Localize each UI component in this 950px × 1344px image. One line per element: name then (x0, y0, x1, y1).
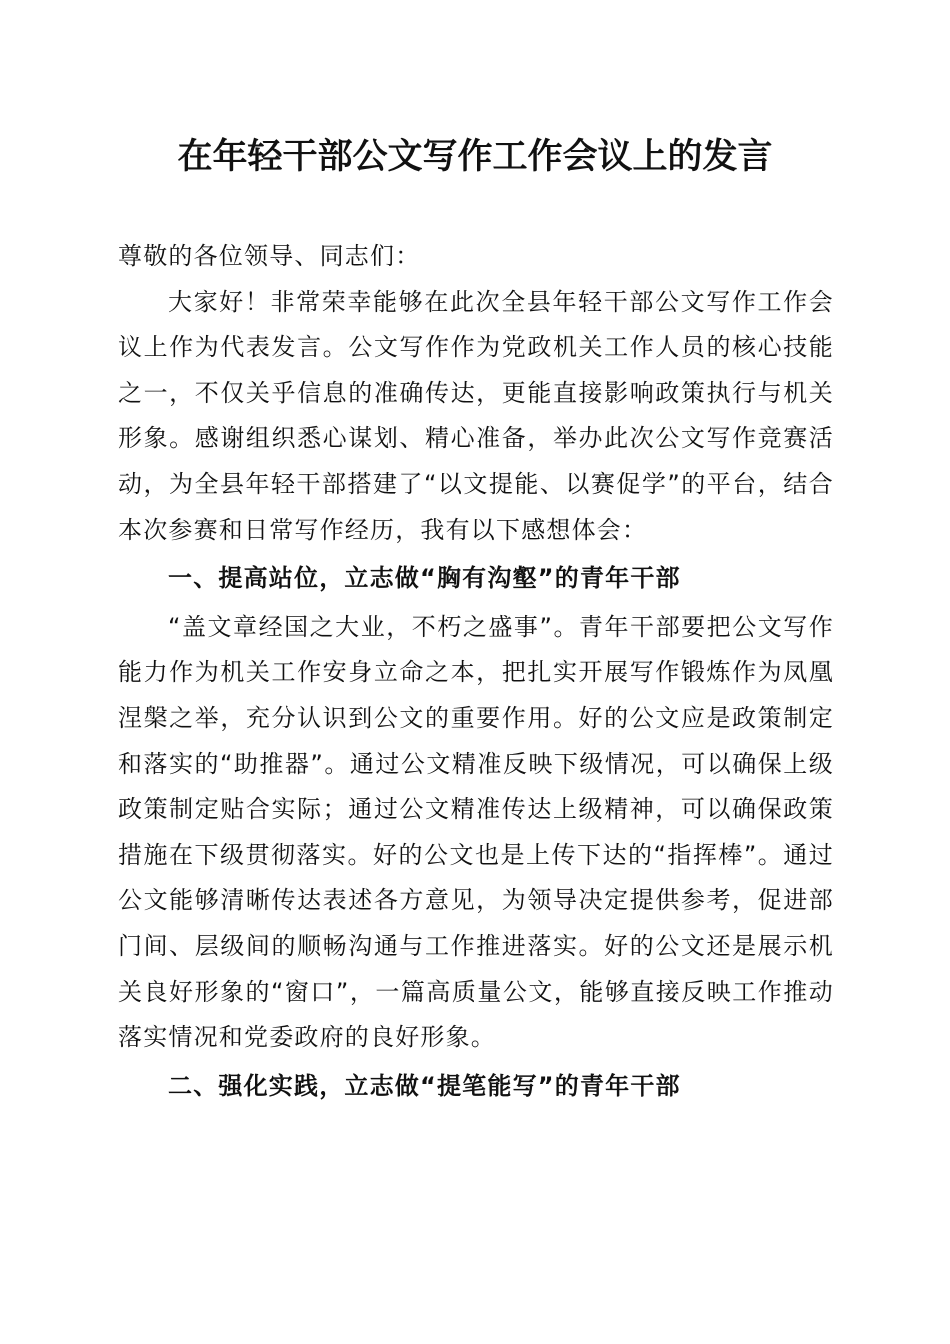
salutation: 尊敬的各位领导、同志们： (118, 242, 421, 270)
section-2-heading: 二、强化实践，立志做“提笔能写”的青年干部 (168, 1071, 681, 1100)
section-1-paragraph: “盖文章经国之大业，不朽之盛事”。青年干部要把公文写作能力作为机关工作安身立命之本，把扎实开展写作锻炼作为凤凰涅槃之举，充分认识到公文的重要作用。好的公文应是政策制定和落实的“助推器”。通过公文精准反映下级情况，可以确保上级政策制定贴合实际；通过公文精准传达上级精神，可以确保政策措施在下级贯彻落实。好的公文也是上传下达的“指挥棒”。通过公文能够清晰传达表述各方意见，为领导决定提供参考，促进部门间、层级间的顺畅沟通与工作推进落实。好的公文还是展示机关良好形象的“窗口”，一篇高质量公文，能够直接反映工作推动落实情况和党委政府的良好形象。 (118, 612, 834, 1052)
document-body (118, 234, 834, 1112)
section-1-heading: 一、提高站位，立志做“胸有沟壑”的青年干部 (168, 564, 681, 593)
document-title: 在年轻干部公文写作工作会议上的发言 (177, 136, 773, 177)
intro-paragraph: 大家好！非常荣幸能够在此次全县年轻干部公文写作工作会议上作为代表发言。公文写作作为党政机关工作人员的核心技能之一，不仅关乎信息的准确传达，更能直接影响政策执行与机关形象。感谢组织悉心谋划、精心准备，举办此次公文写作竞赛活动，为全县年轻干部搭建了“以文提能、以赛促学”的平台，结合本次参赛和日常写作经历，我有以下感想体会： (118, 287, 834, 544)
